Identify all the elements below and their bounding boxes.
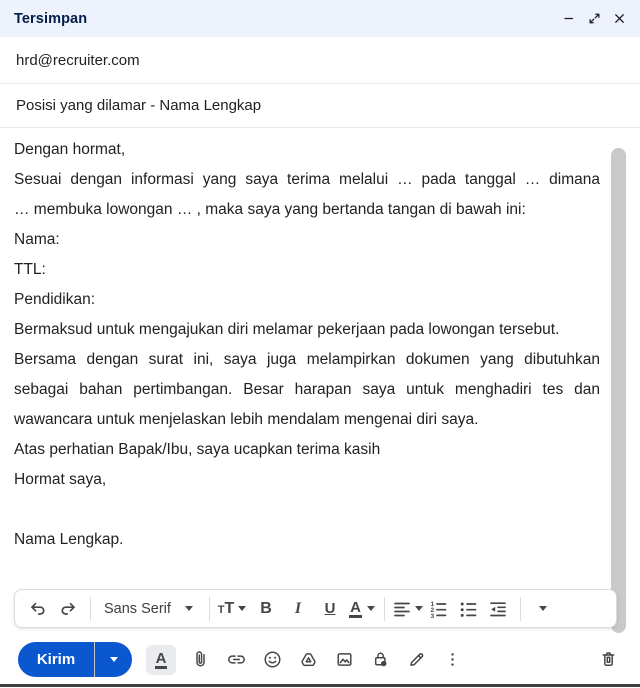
undo-button[interactable] <box>23 594 53 624</box>
more-formatting-button[interactable] <box>528 594 558 624</box>
body-line: wawancara untuk menjelaskan lebih mendalam mengenai diri saya. <box>14 411 479 428</box>
toolbar-divider <box>209 597 210 621</box>
toolbar-divider <box>520 597 521 621</box>
attach-icon <box>190 649 211 670</box>
svg-text:3: 3 <box>430 612 435 619</box>
font-family-label: Sans Serif <box>104 600 171 617</box>
align-button[interactable] <box>392 594 423 624</box>
italic-button[interactable] <box>283 594 313 624</box>
chevron-down-icon <box>367 606 375 611</box>
send-button[interactable] <box>18 642 94 677</box>
compose-action-icons <box>146 645 640 675</box>
confidential-lock-icon <box>370 649 391 670</box>
bulleted-list-icon <box>458 599 478 619</box>
bulleted-list-button[interactable] <box>453 594 483 624</box>
send-split-button <box>18 642 132 677</box>
subject-field[interactable] <box>0 84 640 128</box>
numbered-list-icon <box>428 599 448 619</box>
more-options-button[interactable] <box>440 645 464 675</box>
insert-signature-button[interactable] <box>404 645 428 675</box>
discard-trash-icon <box>598 649 619 670</box>
link-icon <box>226 649 247 670</box>
recipient-field[interactable] <box>0 37 640 84</box>
close-button[interactable] <box>608 8 630 30</box>
drive-icon <box>298 649 319 670</box>
formatting-toolbar <box>14 589 617 628</box>
body-line: Bermaksud untuk mengajukan diri melamar pekerjaan pada lowongan tersebut. <box>14 321 560 338</box>
body-line: Nama Lengkap. <box>14 531 124 548</box>
toolbar-divider <box>90 597 91 621</box>
subject-value: Posisi yang dilamar - Nama Lengkap <box>16 97 262 114</box>
body-line: Nama: <box>14 231 60 248</box>
font-size-label: TT <box>217 599 235 617</box>
bold-label: B <box>260 599 272 617</box>
italic-label: I <box>294 599 302 617</box>
bold-button[interactable] <box>251 594 281 624</box>
draft-status-title: Tersimpan <box>14 10 88 27</box>
font-size-selector[interactable] <box>217 594 247 624</box>
send-label: Kirim <box>36 651 76 668</box>
confidential-mode-button[interactable] <box>368 645 392 675</box>
body-line: Atas perhatian Bapak/Ibu, saya ucapkan terima kasih <box>14 441 381 458</box>
insert-link-button[interactable] <box>224 645 248 675</box>
font-family-selector[interactable] <box>98 594 202 624</box>
align-icon <box>392 599 412 619</box>
text-color-button[interactable] <box>347 594 377 624</box>
more-formatting-icon <box>539 606 547 611</box>
open-in-full-icon <box>587 11 602 26</box>
message-body-area[interactable] <box>0 128 640 635</box>
discard-draft-button[interactable] <box>596 645 620 675</box>
underline-label: U <box>324 600 336 617</box>
undo-icon <box>28 599 48 619</box>
redo-button[interactable] <box>53 594 83 624</box>
body-line: Hormat saya, <box>14 471 107 488</box>
body-scrollbar-thumb[interactable] <box>611 148 626 633</box>
body-line: Bersama dengan surat ini, saya juga melampirkan dokumen yang dibutuhkan <box>14 351 600 368</box>
formatting-options-label: A <box>155 649 167 667</box>
underline-button[interactable] <box>315 594 345 624</box>
body-line: sebagai bahan pertimbangan. Besar harapan saya untuk menghadiri tes dan <box>14 381 600 398</box>
svg-text:1: 1 <box>430 600 435 608</box>
indent-less-icon <box>488 599 508 619</box>
recipient-value: hrd@recruiter.com <box>16 51 140 69</box>
chevron-down-icon <box>110 657 118 662</box>
emoji-icon <box>262 649 283 670</box>
toolbar-divider <box>384 597 385 621</box>
indent-less-button[interactable] <box>483 594 513 624</box>
body-line <box>14 495 600 525</box>
signature-pen-icon <box>406 649 427 670</box>
pop-out-button[interactable] <box>583 8 605 30</box>
chevron-down-icon <box>185 606 193 611</box>
redo-icon <box>58 599 78 619</box>
svg-text:2: 2 <box>430 606 435 614</box>
insert-photo-button[interactable] <box>332 645 356 675</box>
minimize-icon <box>562 11 577 26</box>
close-icon <box>612 11 627 26</box>
insert-emoji-button[interactable] <box>260 645 284 675</box>
chevron-down-icon <box>238 606 246 611</box>
window-bottom-edge <box>0 684 640 687</box>
send-options-button[interactable] <box>95 642 132 677</box>
compose-actionbar <box>0 635 640 684</box>
body-line: TTL: <box>14 261 46 278</box>
body-line: Dengan hormat, <box>14 141 126 158</box>
compose-titlebar <box>0 0 640 37</box>
insert-from-drive-button[interactable] <box>296 645 320 675</box>
image-icon <box>334 649 355 670</box>
more-options-icon <box>442 649 463 670</box>
attach-files-button[interactable] <box>188 645 212 675</box>
body-line: … membuka lowongan … , maka saya yang bertanda tangan di bawah ini: <box>14 201 526 218</box>
body-line: Sesuai dengan informasi yang saya terima melalui … pada tanggal … dimana <box>14 171 600 188</box>
minimize-button[interactable] <box>558 8 580 30</box>
numbered-list-button[interactable] <box>423 594 453 624</box>
formatting-options-button[interactable] <box>146 645 176 675</box>
chevron-down-icon <box>415 606 423 611</box>
message-body-text <box>0 128 640 555</box>
text-color-label: A <box>350 598 361 616</box>
body-line: Pendidikan: <box>14 291 96 308</box>
